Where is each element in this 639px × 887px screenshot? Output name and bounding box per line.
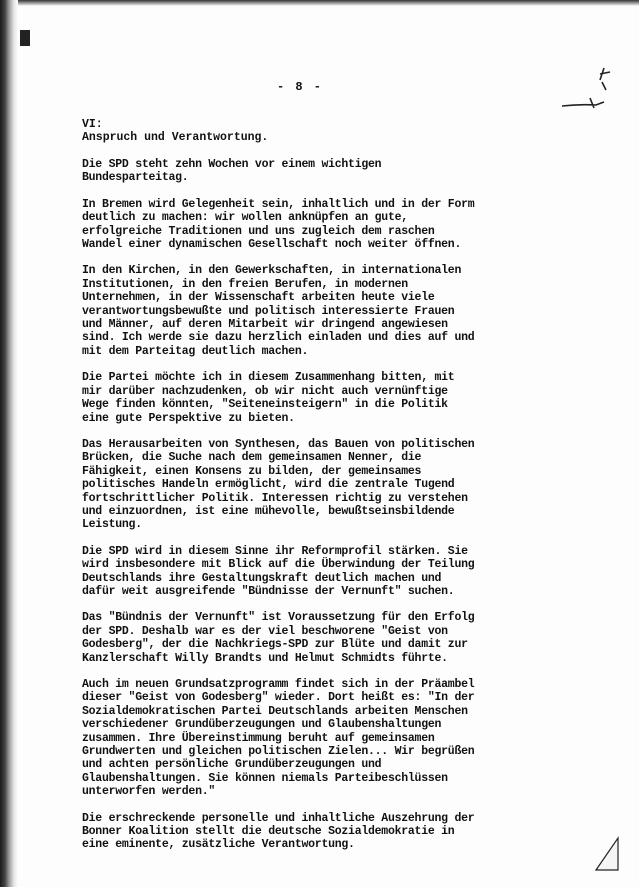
handwritten-mark <box>560 62 620 114</box>
section-number: VI: <box>82 118 103 131</box>
paragraph: In den Kirchen, in den Gewerkschaften, in internationalen Institutionen, in den freien Berufen, in modernen Unternehmen, in der Wissenschaft arbeiten heute viele verantwortungsbewußte und politisch interessierte Frauen und Männer, auf deren Mitarbeit wir dringend angewiesen sind. Ich werde sie dazu herzlich einladen und dies auf und mit dem Parteitag deutlich machen. <box>82 264 475 358</box>
paragraph: Auch im neuen Grundsatzprogramm findet sich in der Präambel dieser "Geist von Godesberg" wieder. Dort heißt es: "In der Sozialdemokratischen Partei Deutschlands arbeiten Menschen verschiedener Grundüberzeugungen und Glaubenshaltungen zusammen. Ihre Übereinstimmung beruht auf gemeinsamen Grundwerten und gleichen politischen Zielen... Wir begrüßen und achten persönliche Grundüberzeugungen und Glaubenshaltungen. Sie können niemals Parteibeschlüssen unterworfen werden." <box>82 678 475 799</box>
paragraph: Die Partei möchte ich in diesem Zusammenhang bitten, mit mir darüber nachzudenken, ob wir nicht auch vernünftige Wege finden könnten, "Seiteneinsteigern" in die Politik eine gute Perspektive zu bieten. <box>82 371 455 425</box>
scan-corner-mark <box>20 30 30 46</box>
paragraph: Die SPD wird in diesem Sinne ihr Reformprofil stärken. Sie wird insbesondere mit Blick auf die Überwindung der Teilung Deutschlands ihre Gestaltungskraft deutlich machen und dafür weit ausgreifende "Bündnisse der Vernunft" suchen. <box>82 544 475 598</box>
page-number: - 8 - <box>276 80 323 94</box>
section-heading <box>82 118 522 144</box>
paragraph: Das "Bündnis der Vernunft" ist Voraussetzung für den Erfolg der SPD. Deshalb war es der viel beschworene "Geist von Godesberg", der die Nachkriegs-SPD zur Blüte und damit zur Kanzlerschaft Willy Brandts und Helmut Schmidts führte. <box>82 611 475 665</box>
page-corner-fold <box>592 834 622 874</box>
paragraph: Das Herausarbeiten von Synthesen, das Bauen von politischen Brücken, die Suche nach dem gemeinsamen Nenner, die Fähigkeit, einen Konsens zu bilden, der gemeinsames politisches Handeln ermöglicht, wird die zentrale Tugend fortschrittlicher Politik. Interessen richtig zu verstehen und einzuordnen, ist eine mühevolle, bewußtseinsbildende Leistung. <box>82 437 475 532</box>
paragraph: In Bremen wird Gelegenheit sein, inhaltlich und in der Form deutlich zu machen: wir wollen anknüpfen an gute, erfolgreiche Traditionen und uns zugleich dem raschen Wandel einer dynamischen Gesellschaft noch weiter öffnen. <box>82 197 475 252</box>
document-body <box>82 118 522 865</box>
scan-edge-left <box>0 0 18 887</box>
paragraph: Die SPD steht zehn Wochen vor einem wichtigen Bundesparteitag. <box>82 158 382 185</box>
paragraph: Die erschreckende personelle und inhaltliche Auszehrung der Bonner Koalition stellt die deutsche Sozialdemokratie in eine eminente, zusätzliche Verantwortung. <box>82 811 475 852</box>
section-title: Anspruch und Verantwortung. <box>82 131 269 144</box>
scan-edge-top <box>0 0 639 6</box>
